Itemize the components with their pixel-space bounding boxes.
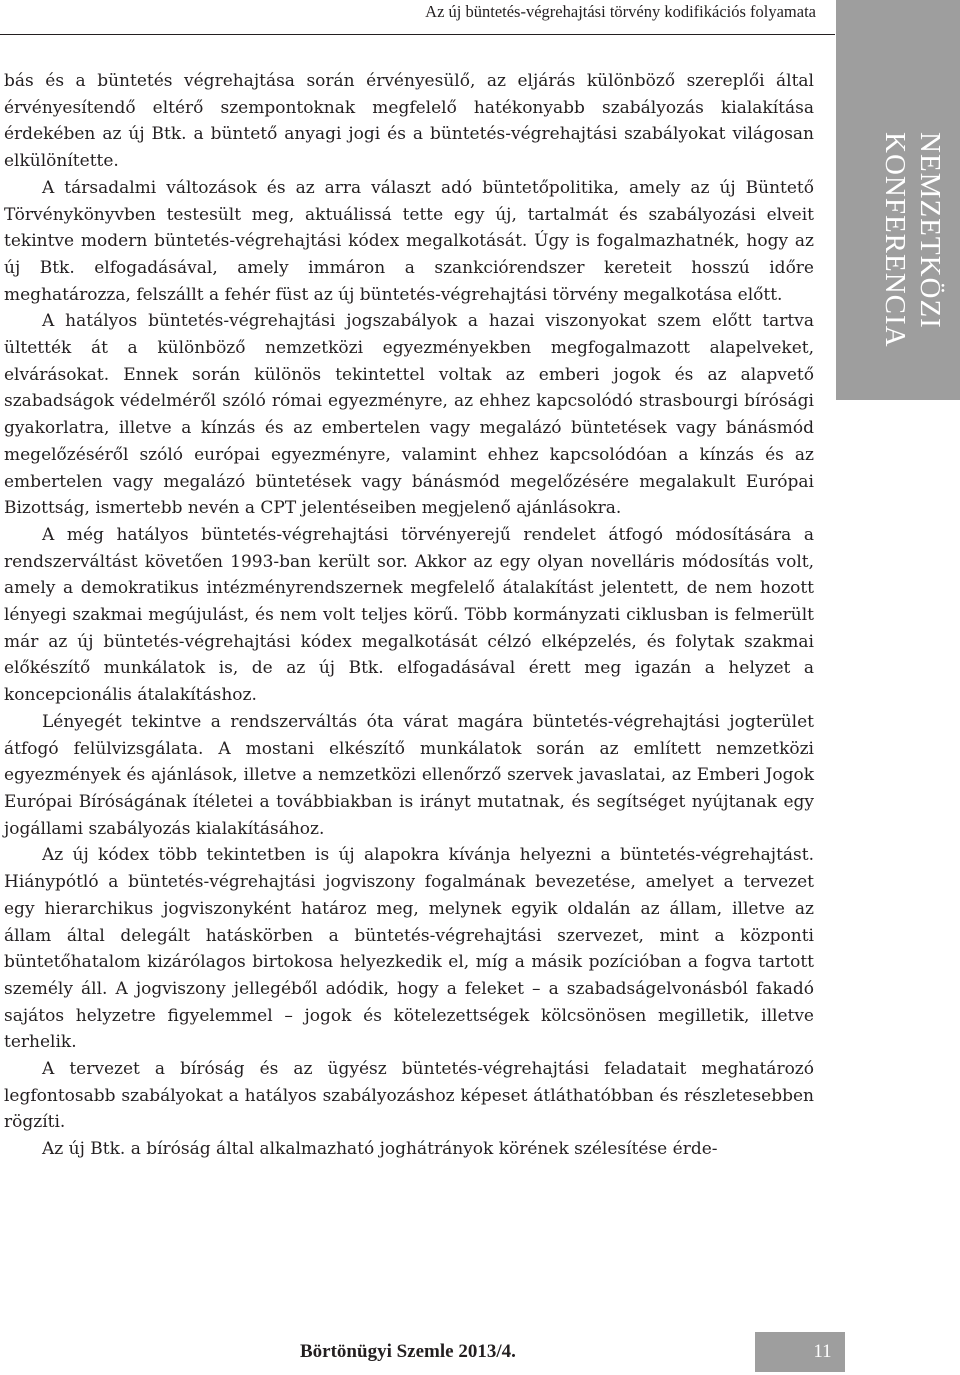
paragraph: A még hatályos büntetés-végrehajtási törvényerejű rendelet átfogó módosítására a rendszerváltást követően 1993-ban került sor. Akkor az egy olyan novelláris módosítás volt, amely a demokratikus intézményrendszernek megfelelő átalakítást jelentett, de nem hozott lényegi szakmai megújulást, és nem volt teljes körű. Több kormányzati ciklusban is felmerült már az új büntetés-végrehajtási kódex megalkotását célzó elképzelés, és folytak szakmai előkészítő munkálatok is, de az új Btk. elfogadásával érett meg igazán a helyzet a koncepcionális átalakításhoz. <box>4 524 814 706</box>
paragraph: A társadalmi változások és az arra választ adó büntetőpolitika, amely az új Büntető Törvénykönyvben testesült meg, aktuálissá tette egy új, tartalmát és szabályozási elveit tekintve modern büntetés-végrehajtási kódex megalkotását. Úgy is fogalmazhatnék, hogy az új Btk. elfogadásával, amely immáron a szankciórendszer kereteit hosszú időre meghatározza, felszállt a fehér füst az új büntetés-végrehajtási törvény megalkotása előtt. <box>4 177 814 305</box>
paragraph: bás és a büntetés végrehajtása során érvényesülő, az eljárás különböző szereplői által érvényesítendő eltérő szempontoknak megfelelő hatékonyabb szabályozás kialakítása érdekében az új Btk. a büntető anyagi jogi és a büntetés-végrehajtási szabályokat világosan elkülönítette. <box>4 71 814 172</box>
running-header: Az új büntetés-végrehajtási törvény kodifikációs folyamata <box>425 2 816 21</box>
footer-journal-title: Börtönügyi Szemle 2013/4. <box>300 1341 516 1362</box>
header-rule <box>0 34 835 35</box>
paragraph: Az új Btk. a bíróság által alkalmazható joghátrányok körének szélesítése érde- <box>42 1139 718 1160</box>
page-number: 11 <box>813 1341 832 1362</box>
paragraph: Az új kódex több tekintetben is új alapokra kívánja helyezni a büntetés-végrehajtást. Hiánypótló a büntetés-végrehajtási jogviszony fogalmának bevezetése, amelyet a tervezet egy hierarchikus jogviszonyként határoz meg, melynek egyik oldalán az állam, illetve az állam által delegált hatáskörben a büntetés-végrehajtási szervezet, mint a központi büntetőhatalom kizárólagos birtokosa helyezkedik el, míg a másik pozícióban a fogva tartott személy áll. A jogviszony jellegéből adódik, hogy a feleket – a szabadságelvonásból fakadó sajátos helyzetre figyelemmel – jogok és kötelezettségek kölcsönösen megilletik, illetve terhelik. <box>4 845 814 1053</box>
paragraph: Lényegét tekintve a rendszerváltás óta várat magára büntetés-végrehajtási jogterület átfogó felülvizsgálata. A mostani elkészítő munkálatok során az említett nemzetközi egyezmények és ajánlások, illetve a nemzetközi ellenőrző szervek javaslatai, az Emberi Jogok Európai Bíróságának ítéletei a továbbiakban is irányt mutatnak, és segítséget nyújtanak egy jogállami szabályozás kialakításához. <box>4 711 814 839</box>
side-tab-label: NEMZETKÖZI KONFERENCIA <box>879 132 946 348</box>
paragraph: A tervezet a bíróság és az ügyész büntetés-végrehajtási feladatait meghatározó legfontosabb szabályokat a hatályos szabályozáshoz képeset átláthatóbban és részletesebben rögzíti. <box>4 1059 814 1133</box>
paragraph: A hatályos büntetés-végrehajtási jogszabályok a hazai viszonyokat szem előtt tartva ültették át a különböző nemzetközi egyezményekben megfogalmazott alapelveket, elvárásokat. Ennek során különös tekintettel voltak az emberi jogok és az alapvető szabadságok védelméről szóló római egyezményre, az ehhez kapcsolódó strasbourgi bírósági gyakorlatra, illetve a kínzás és az embertelen vagy megalázó büntetések vagy bánásmód megelőzéséről szóló európai egyezményre, valamint ehhez kapcsolódóan a kínzás és az embertelen vagy megalázó büntetések vagy bánásmód megelőzésére megalakult Európai Bizottság, ismertebb nevén a CPT jelentéseiben megjelenő ajánlásokra. <box>4 311 814 519</box>
article-body <box>4 68 814 1163</box>
